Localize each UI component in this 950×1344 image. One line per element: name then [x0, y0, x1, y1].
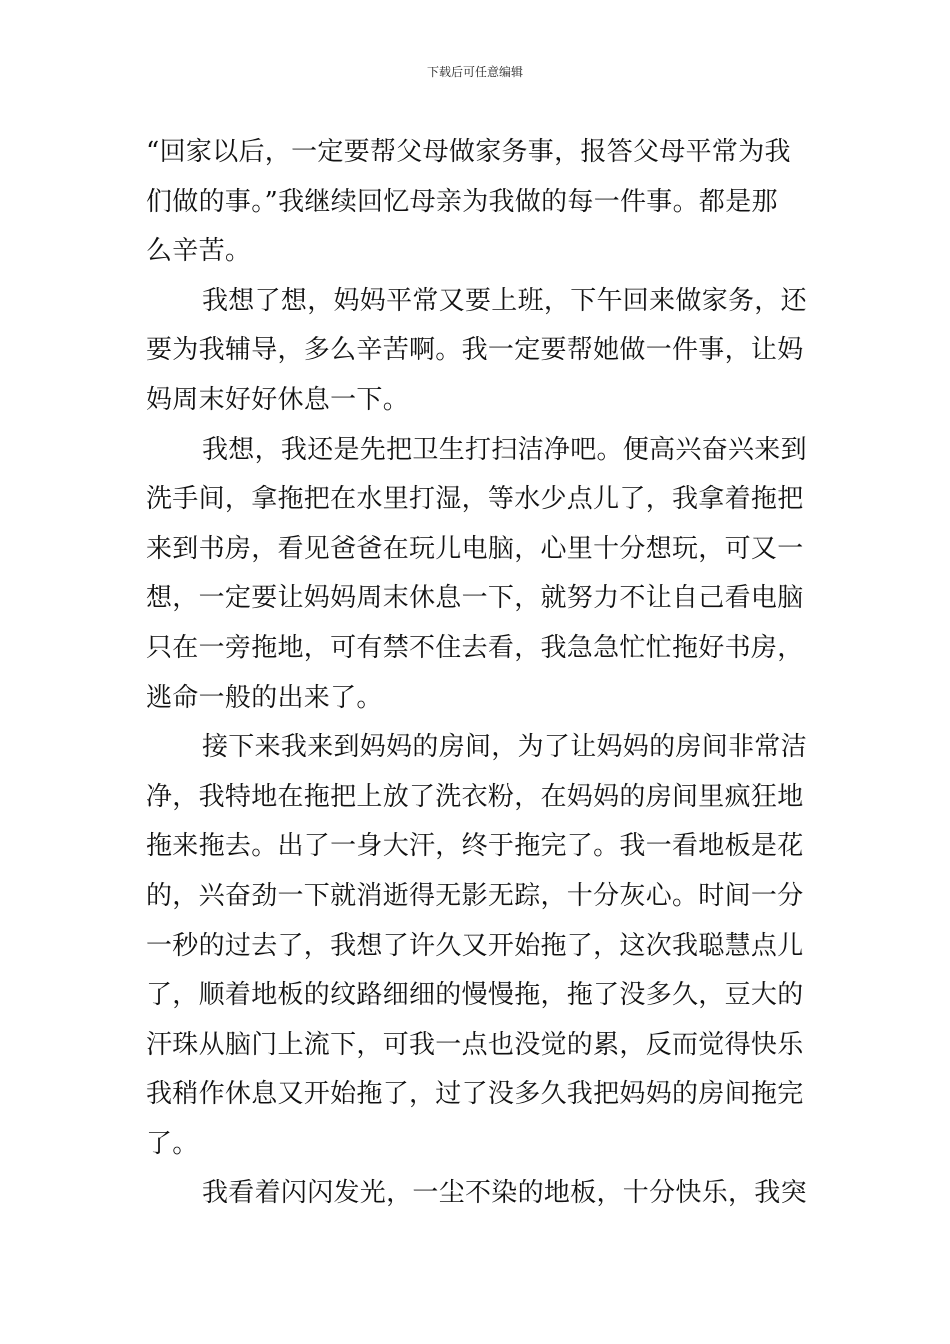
- text-line: 洗手间，拿拖把在水里打湿，等水少点儿了，我拿着拖把: [146, 484, 804, 515]
- text-line: 的，兴奋劲一下就消逝得无影无踪，十分灰心。时间一分: [146, 880, 804, 911]
- text-line: 净，我特地在拖把上放了洗衣粉，在妈妈的房间里疯狂地: [146, 781, 804, 812]
- text-line: 想，一定要让妈妈周末休息一下，就努力不让自己看电脑: [146, 583, 804, 614]
- text-line: 汗珠从脑门上流下，可我一点也没觉的累，反而觉得快乐: [146, 1029, 804, 1060]
- text-line: 们做的事。”我继续回忆母亲为我做的每一件事。都是那: [146, 186, 778, 217]
- text-line: 我想，我还是先把卫生打扫洁净吧。便高兴奋兴来到: [202, 434, 807, 465]
- text-line: “回家以后，一定要帮父母做家务事，报答父母平常为我: [146, 137, 791, 167]
- page-header: 下载后可任意编辑: [426, 65, 523, 79]
- text-line: 只在一旁拖地，可有禁不住去看，我急急忙忙拖好书房，: [146, 632, 804, 663]
- text-line: 我看着闪闪发光，一尘不染的地板，十分快乐，我突: [202, 1178, 807, 1209]
- text-line: 来到书房，看见爸爸在玩儿电脑，心里十分想玩，可又一: [146, 533, 804, 564]
- document-body: [146, 128, 808, 1219]
- text-line: 拖来拖去。出了一身大汗，终于拖完了。我一看地板是花: [146, 831, 804, 862]
- text-line: 么辛苦。: [146, 236, 252, 267]
- text-line: 了。: [146, 1128, 199, 1159]
- text-line: 要为我辅导，多么辛苦啊。我一定要帮她做一件事，让妈: [146, 335, 804, 366]
- text-line: 妈周末好好休息一下。: [146, 384, 410, 415]
- text-line: 接下来我来到妈妈的房间，为了让妈妈的房间非常洁: [202, 732, 807, 763]
- text-line: 一秒的过去了，我想了许久又开始拖了，这次我聪慧点儿: [146, 930, 804, 961]
- text-line: 我想了想，妈妈平常又要上班，下午回来做家务，还: [202, 285, 807, 316]
- text-line: 我稍作休息又开始拖了，过了没多久我把妈妈的房间拖完: [146, 1079, 804, 1110]
- text-line: 了，顺着地板的纹路细细的慢慢拖，拖了没多久，豆大的: [146, 980, 804, 1011]
- text-line: 逃命一般的出来了。: [146, 682, 383, 713]
